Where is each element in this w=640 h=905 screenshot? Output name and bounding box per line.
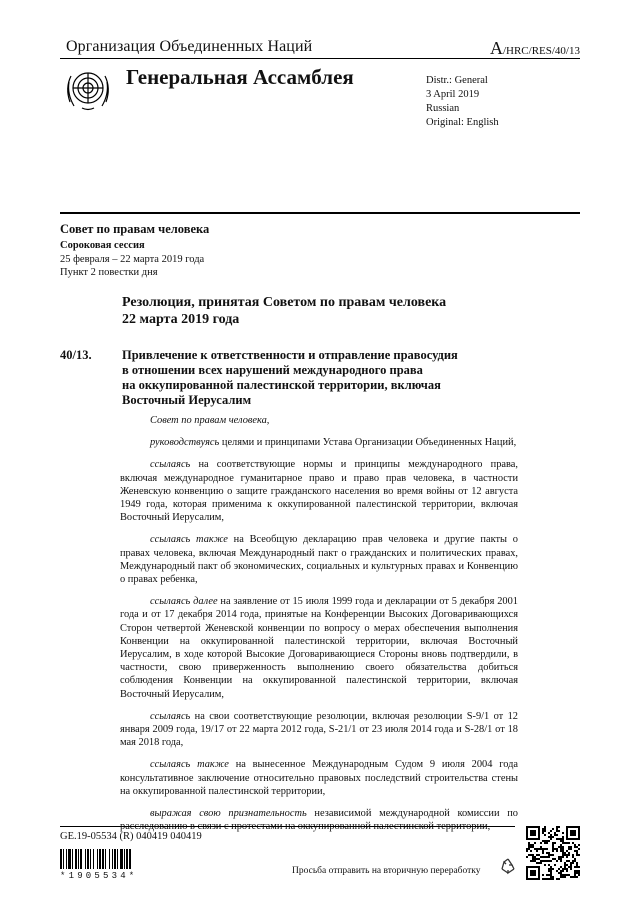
- paragraph-lead: ссылаясь: [150, 459, 191, 471]
- qr-module: [546, 860, 548, 862]
- qr-module: [526, 856, 528, 858]
- qr-module: [572, 856, 574, 858]
- section-rule: [60, 212, 580, 214]
- qr-module: [576, 850, 578, 852]
- recycle-text: Просьба отправить на вторичную переработку: [292, 866, 481, 876]
- qr-module: [554, 832, 556, 834]
- qr-module: [538, 854, 540, 856]
- qr-module: [564, 862, 566, 864]
- qr-module: [532, 844, 534, 846]
- qr-module: [546, 848, 548, 850]
- distr-line: Distr.: General: [426, 75, 488, 86]
- resolution-title-line: 22 марта 2019 года: [122, 312, 240, 327]
- qr-module: [540, 862, 542, 864]
- qr-module: [528, 846, 530, 848]
- qr-module: [548, 878, 550, 880]
- qr-module: [556, 860, 558, 862]
- general-assembly-title: Генеральная Ассамблея: [126, 65, 354, 89]
- qr-module: [556, 870, 558, 872]
- qr-module: [560, 848, 562, 850]
- qr-module: [542, 878, 544, 880]
- council-name: Совет по правам человека: [60, 222, 210, 236]
- qr-module: [562, 870, 564, 872]
- original-line: Original: English: [426, 117, 499, 128]
- resolution-name: [122, 348, 522, 408]
- qr-module: [560, 860, 562, 862]
- qr-module: [556, 826, 558, 828]
- barcode-bar: [129, 849, 131, 869]
- qr-module: [560, 866, 562, 868]
- qr-module: [560, 844, 562, 846]
- qr-module: [536, 854, 538, 856]
- resolution-name-line: Привлечение к ответственности и отправление правосудия: [122, 348, 458, 362]
- qr-module: [534, 860, 536, 862]
- qr-module: [568, 860, 570, 862]
- qr-module: [552, 876, 554, 878]
- qr-module: [574, 872, 576, 874]
- qr-module: [540, 848, 542, 850]
- qr-module: [558, 838, 560, 840]
- resolution-title-line: Резолюция, принятая Советом по правам человека: [122, 295, 447, 310]
- paragraph-lead: ссылаясь также: [150, 759, 229, 771]
- qr-module: [540, 842, 542, 844]
- qr-module: [574, 866, 576, 868]
- qr-module: [564, 874, 566, 876]
- qr-module: [572, 854, 574, 856]
- qr-module: [544, 848, 546, 850]
- qr-module: [564, 868, 566, 870]
- qr-module: [550, 878, 552, 880]
- qr-module: [566, 842, 568, 844]
- qr-module: [542, 860, 544, 862]
- qr-module: [546, 856, 548, 858]
- qr-module: [546, 840, 548, 842]
- qr-module: [556, 834, 558, 836]
- qr-module: [548, 868, 550, 870]
- qr-module: [576, 866, 578, 868]
- qr-module: [542, 840, 544, 842]
- qr-module: [558, 878, 560, 880]
- qr-module: [562, 840, 564, 842]
- qr-module: [566, 850, 568, 852]
- paragraph-text: на соответствующие нормы и принципы международного права, включая международное гуманитарное право и право прав человека, в частности Женевскую конвенцию о защите гражданского населения во время войны от 12 августа 1949 года, которая применима к оккупированной палестинской территории, включая Восточный Иерусалим,: [120, 459, 518, 524]
- qr-module: [576, 864, 578, 866]
- qr-module: [550, 874, 552, 876]
- qr-module: [566, 868, 568, 870]
- qr-module: [562, 876, 564, 878]
- session-dates: 25 февраля – 22 марта 2019 года: [60, 253, 205, 265]
- qr-module: [558, 872, 560, 874]
- qr-module: [562, 856, 564, 858]
- paragraph-text: на вынесенное Международным Судом 9 июля 2004 года консультативное заключение относительно правовых последствий строительства стены на оккупированной палестинской территории,: [120, 759, 518, 797]
- qr-module: [550, 876, 552, 878]
- qr-module: [548, 832, 550, 834]
- qr-module: [558, 858, 560, 860]
- qr-module: [578, 854, 580, 856]
- qr-module: [550, 860, 552, 862]
- qr-module: [526, 850, 528, 852]
- qr-module: [540, 860, 542, 862]
- qr-module: [568, 842, 570, 844]
- qr-module: [568, 866, 570, 868]
- preamble-paragraph: [120, 436, 518, 449]
- qr-module: [536, 850, 538, 852]
- qr-module: [528, 844, 530, 846]
- qr-module: [576, 846, 578, 848]
- qr-module: [538, 862, 540, 864]
- qr-module: [532, 858, 534, 860]
- qr-module: [548, 860, 550, 862]
- qr-module: [552, 858, 554, 860]
- qr-module: [540, 856, 542, 858]
- qr-module: [530, 870, 536, 876]
- footer-rule: [60, 826, 515, 827]
- qr-module: [564, 876, 566, 878]
- qr-module: [538, 848, 540, 850]
- preamble-paragraph: [120, 458, 518, 524]
- qr-module: [568, 874, 570, 876]
- preamble-paragraph: [120, 758, 518, 798]
- qr-module: [542, 828, 544, 830]
- qr-module: [564, 854, 566, 856]
- header-rule: [60, 58, 580, 59]
- qr-module: [536, 862, 538, 864]
- barcode-number: *1905534*: [60, 871, 138, 881]
- qr-module: [570, 864, 572, 866]
- qr-module: [552, 844, 554, 846]
- qr-module: [570, 876, 572, 878]
- qr-module: [560, 872, 562, 874]
- qr-module: [546, 874, 548, 876]
- qr-module: [562, 836, 564, 838]
- qr-module: [558, 856, 560, 858]
- qr-module: [544, 864, 546, 866]
- session-meta: [60, 239, 204, 280]
- preamble-paragraph: [120, 710, 518, 750]
- paragraph-lead: ссылаясь далее: [150, 596, 218, 608]
- qr-module: [544, 842, 546, 844]
- qr-module: [540, 846, 542, 848]
- qr-module: [534, 858, 536, 860]
- paragraph-text: на свои соответствующие резолюции, включая резолюции S-9/1 от 12 января 2009 года, 19/17 от 22 марта 2012 года, S-21/1 от 23 июля 2014 года и S-28/1 от 18 мая 2018 года,: [120, 710, 518, 749]
- agenda-item: Пункт 2 повестки дня: [60, 267, 158, 278]
- qr-module: [548, 854, 550, 856]
- qr-module: [550, 834, 552, 836]
- qr-module: [550, 870, 552, 872]
- qr-module: [562, 832, 564, 834]
- qr-module: [532, 856, 534, 858]
- resolution-name-line: на оккупированной палестинской территории, включая: [122, 378, 441, 392]
- distribution-block: [426, 74, 499, 130]
- qr-module: [530, 860, 532, 862]
- qr-module: [548, 870, 550, 872]
- qr-module: [528, 854, 530, 856]
- qr-module: [572, 860, 574, 862]
- qr-module: [562, 868, 564, 870]
- qr-module: [534, 848, 536, 850]
- date-line: 3 April 2019: [426, 89, 480, 100]
- qr-module: [566, 856, 568, 858]
- qr-module: [556, 878, 558, 880]
- qr-module: [562, 852, 564, 854]
- organization-name: Организация Объединенных Наций: [66, 38, 313, 55]
- resolution-number: 40/13.: [60, 348, 92, 362]
- qr-module: [550, 830, 552, 832]
- qr-module: [544, 878, 546, 880]
- qr-module: [552, 854, 554, 856]
- qr-module: [560, 870, 562, 872]
- qr-module: [552, 828, 554, 830]
- qr-module: [530, 846, 532, 848]
- qr-module: [552, 868, 554, 870]
- qr-module: [546, 878, 548, 880]
- qr-module: [530, 854, 532, 856]
- paragraph-text: на заявление от 15 июля 1999 года и декларации от 5 декабря 2001 года и от 17 декабря 2014 года, принятые на Конференции Высоких Договаривающихся Сторон четвертой Женевской конвенции по вопросу о мерах обеспечения выполнения Конвенции на оккупированной палестинской территории, включая Восточный Иерусалим, в ходе которой Высокие Договаривающиеся Стороны вновь подтвердили, в частности, свою приверженность выполнению своего обязательства добиться соблюдения Конвенции на оккупированной палестинской территории, включая Восточный Иерусалим,: [120, 596, 518, 700]
- qr-module: [558, 846, 560, 848]
- qr-module: [548, 864, 550, 866]
- paragraph-lead: ссылаясь: [150, 710, 191, 722]
- barcode: [60, 849, 154, 869]
- qr-module: [544, 856, 546, 858]
- qr-module: [534, 856, 536, 858]
- qr-module: [570, 848, 572, 850]
- qr-module: [550, 868, 552, 870]
- resolution-name-line: в отношении всех нарушений международного права: [122, 363, 423, 377]
- qr-module: [528, 842, 530, 844]
- paragraph-lead: руководствуясь: [150, 437, 220, 449]
- qr-module: [542, 856, 544, 858]
- symbol-letter: A: [489, 38, 503, 58]
- qr-module: [552, 878, 554, 880]
- qr-module: [560, 840, 562, 842]
- qr-module: [544, 860, 546, 862]
- qr-module: [560, 850, 562, 852]
- qr-module: [568, 846, 570, 848]
- un-emblem-icon: [62, 62, 114, 114]
- qr-module: [570, 866, 572, 868]
- qr-module: [558, 868, 560, 870]
- qr-module: [556, 850, 558, 852]
- document-job-code: GE.19-05534 (R) 040419 040419: [60, 831, 202, 842]
- qr-module: [562, 854, 564, 856]
- qr-module: [528, 848, 530, 850]
- qr-module: [562, 874, 564, 876]
- qr-module: [552, 836, 554, 838]
- qr-module: [566, 854, 568, 856]
- qr-module: [542, 852, 544, 854]
- document-symbol: [490, 38, 580, 59]
- qr-module: [572, 862, 574, 864]
- qr-module: [574, 870, 576, 872]
- qr-module: [544, 830, 546, 832]
- qr-module: [550, 838, 552, 840]
- qr-module: [546, 842, 548, 844]
- paragraph-text: целями и принципами Устава Организации Объединенных Наций,: [219, 437, 517, 449]
- qr-module: [552, 848, 554, 850]
- preamble-paragraph: [120, 533, 518, 586]
- paragraph-lead: Совет по правам человека,: [150, 415, 270, 426]
- qr-module: [570, 846, 572, 848]
- qr-module: [542, 830, 544, 832]
- qr-module: [564, 864, 566, 866]
- preamble-paragraph: [120, 807, 518, 833]
- qr-module: [574, 876, 576, 878]
- qr-module: [558, 826, 560, 828]
- qr-module: [550, 836, 552, 838]
- resolution-body: [120, 414, 518, 842]
- qr-module: [574, 858, 576, 860]
- qr-module: [554, 842, 556, 844]
- qr-module: [542, 850, 544, 852]
- qr-module: [552, 850, 554, 852]
- qr-module: [562, 850, 564, 852]
- qr-module: [574, 874, 576, 876]
- qr-module: [576, 870, 578, 872]
- qr-module: [576, 852, 578, 854]
- preamble-paragraph: [120, 414, 518, 427]
- qr-module: [562, 848, 564, 850]
- qr-module: [554, 864, 556, 866]
- qr-module: [564, 842, 566, 844]
- qr-module: [554, 848, 556, 850]
- qr-module: [556, 830, 558, 832]
- qr-module: [578, 844, 580, 846]
- qr-module: [564, 866, 566, 868]
- qr-module: [550, 872, 552, 874]
- qr-module: [548, 852, 550, 854]
- qr-module: [536, 848, 538, 850]
- qr-module: [568, 848, 570, 850]
- qr-module: [576, 854, 578, 856]
- qr-module: [556, 848, 558, 850]
- qr-module: [548, 874, 550, 876]
- qr-module: [570, 830, 576, 836]
- preamble-paragraph: [120, 595, 518, 701]
- paragraph-text: независимой международной комиссии по: [314, 808, 518, 820]
- qr-module: [556, 838, 558, 840]
- qr-module: [572, 842, 574, 844]
- qr-module: [560, 858, 562, 860]
- qr-module: [576, 876, 578, 878]
- qr-module: [562, 842, 564, 844]
- qr-module: [578, 872, 580, 874]
- qr-module: [566, 864, 568, 866]
- session-name: Сороковая сессия: [60, 240, 145, 251]
- qr-module: [570, 862, 572, 864]
- language-line: Russian: [426, 103, 460, 114]
- qr-module: [556, 828, 558, 830]
- paragraph-lead: ссылаясь также: [150, 534, 228, 546]
- qr-module: [544, 834, 546, 836]
- qr-module: [574, 860, 576, 862]
- paragraph-lead: выражая свою признательность: [150, 808, 307, 820]
- qr-module: [544, 840, 546, 842]
- qr-module: [570, 868, 572, 870]
- qr-module: [552, 846, 554, 848]
- qr-module: [566, 870, 568, 872]
- qr-module: [526, 848, 528, 850]
- qr-module: [566, 860, 568, 862]
- qr-module: [574, 846, 576, 848]
- qr-module: [546, 852, 548, 854]
- qr-module: [530, 844, 532, 846]
- qr-module: [574, 850, 576, 852]
- qr-module: [568, 852, 570, 854]
- qr-module: [558, 830, 560, 832]
- qr-module: [560, 856, 562, 858]
- qr-module: [554, 834, 556, 836]
- qr-module: [538, 858, 540, 860]
- qr-module: [560, 846, 562, 848]
- qr-module: [532, 846, 534, 848]
- qr-module: [542, 848, 544, 850]
- qr-module: [530, 850, 532, 852]
- symbol-code: /HRC/RES/40/13: [502, 45, 580, 57]
- qr-module: [542, 874, 544, 876]
- qr-module: [532, 860, 534, 862]
- qr-module: [560, 874, 562, 876]
- qr-module: [544, 826, 546, 828]
- qr-module: [550, 866, 552, 868]
- qr-module: [530, 830, 536, 836]
- qr-module: [560, 838, 562, 840]
- qr-module: [548, 840, 550, 842]
- qr-module: [550, 854, 552, 856]
- qr-module: [576, 872, 578, 874]
- qr-module: [548, 836, 550, 838]
- recycle-icon: [498, 856, 518, 876]
- qr-module: [566, 874, 568, 876]
- qr-module: [534, 842, 536, 844]
- qr-module: [560, 876, 562, 878]
- qr-module: [574, 844, 576, 846]
- qr-module: [544, 828, 546, 830]
- qr-module: [542, 832, 544, 834]
- qr-module: [578, 874, 580, 876]
- qr-module: [536, 858, 538, 860]
- qr-module: [572, 876, 574, 878]
- qr-module: [578, 848, 580, 850]
- qr-module: [578, 866, 580, 868]
- qr-module: [562, 838, 564, 840]
- qr-module: [568, 854, 570, 856]
- qr-module: [576, 862, 578, 864]
- qr-module: [564, 852, 566, 854]
- qr-code-icon: [526, 826, 580, 880]
- qr-module: [532, 854, 534, 856]
- qr-module: [552, 842, 554, 844]
- qr-module: [562, 846, 564, 848]
- resolution-title: [122, 294, 562, 328]
- qr-module: [548, 856, 550, 858]
- qr-module: [554, 858, 556, 860]
- resolution-name-line: Восточный Иерусалим: [122, 393, 252, 407]
- paragraph-text: на Всеобщую декларацию прав человека и другие пакты о правах человека, включая Международный пакт о гражданских и политических правах, Международный пакт об экономических, социальных и культурных правах и Конвенцию о правах ребенка,: [120, 534, 518, 586]
- qr-module: [578, 870, 580, 872]
